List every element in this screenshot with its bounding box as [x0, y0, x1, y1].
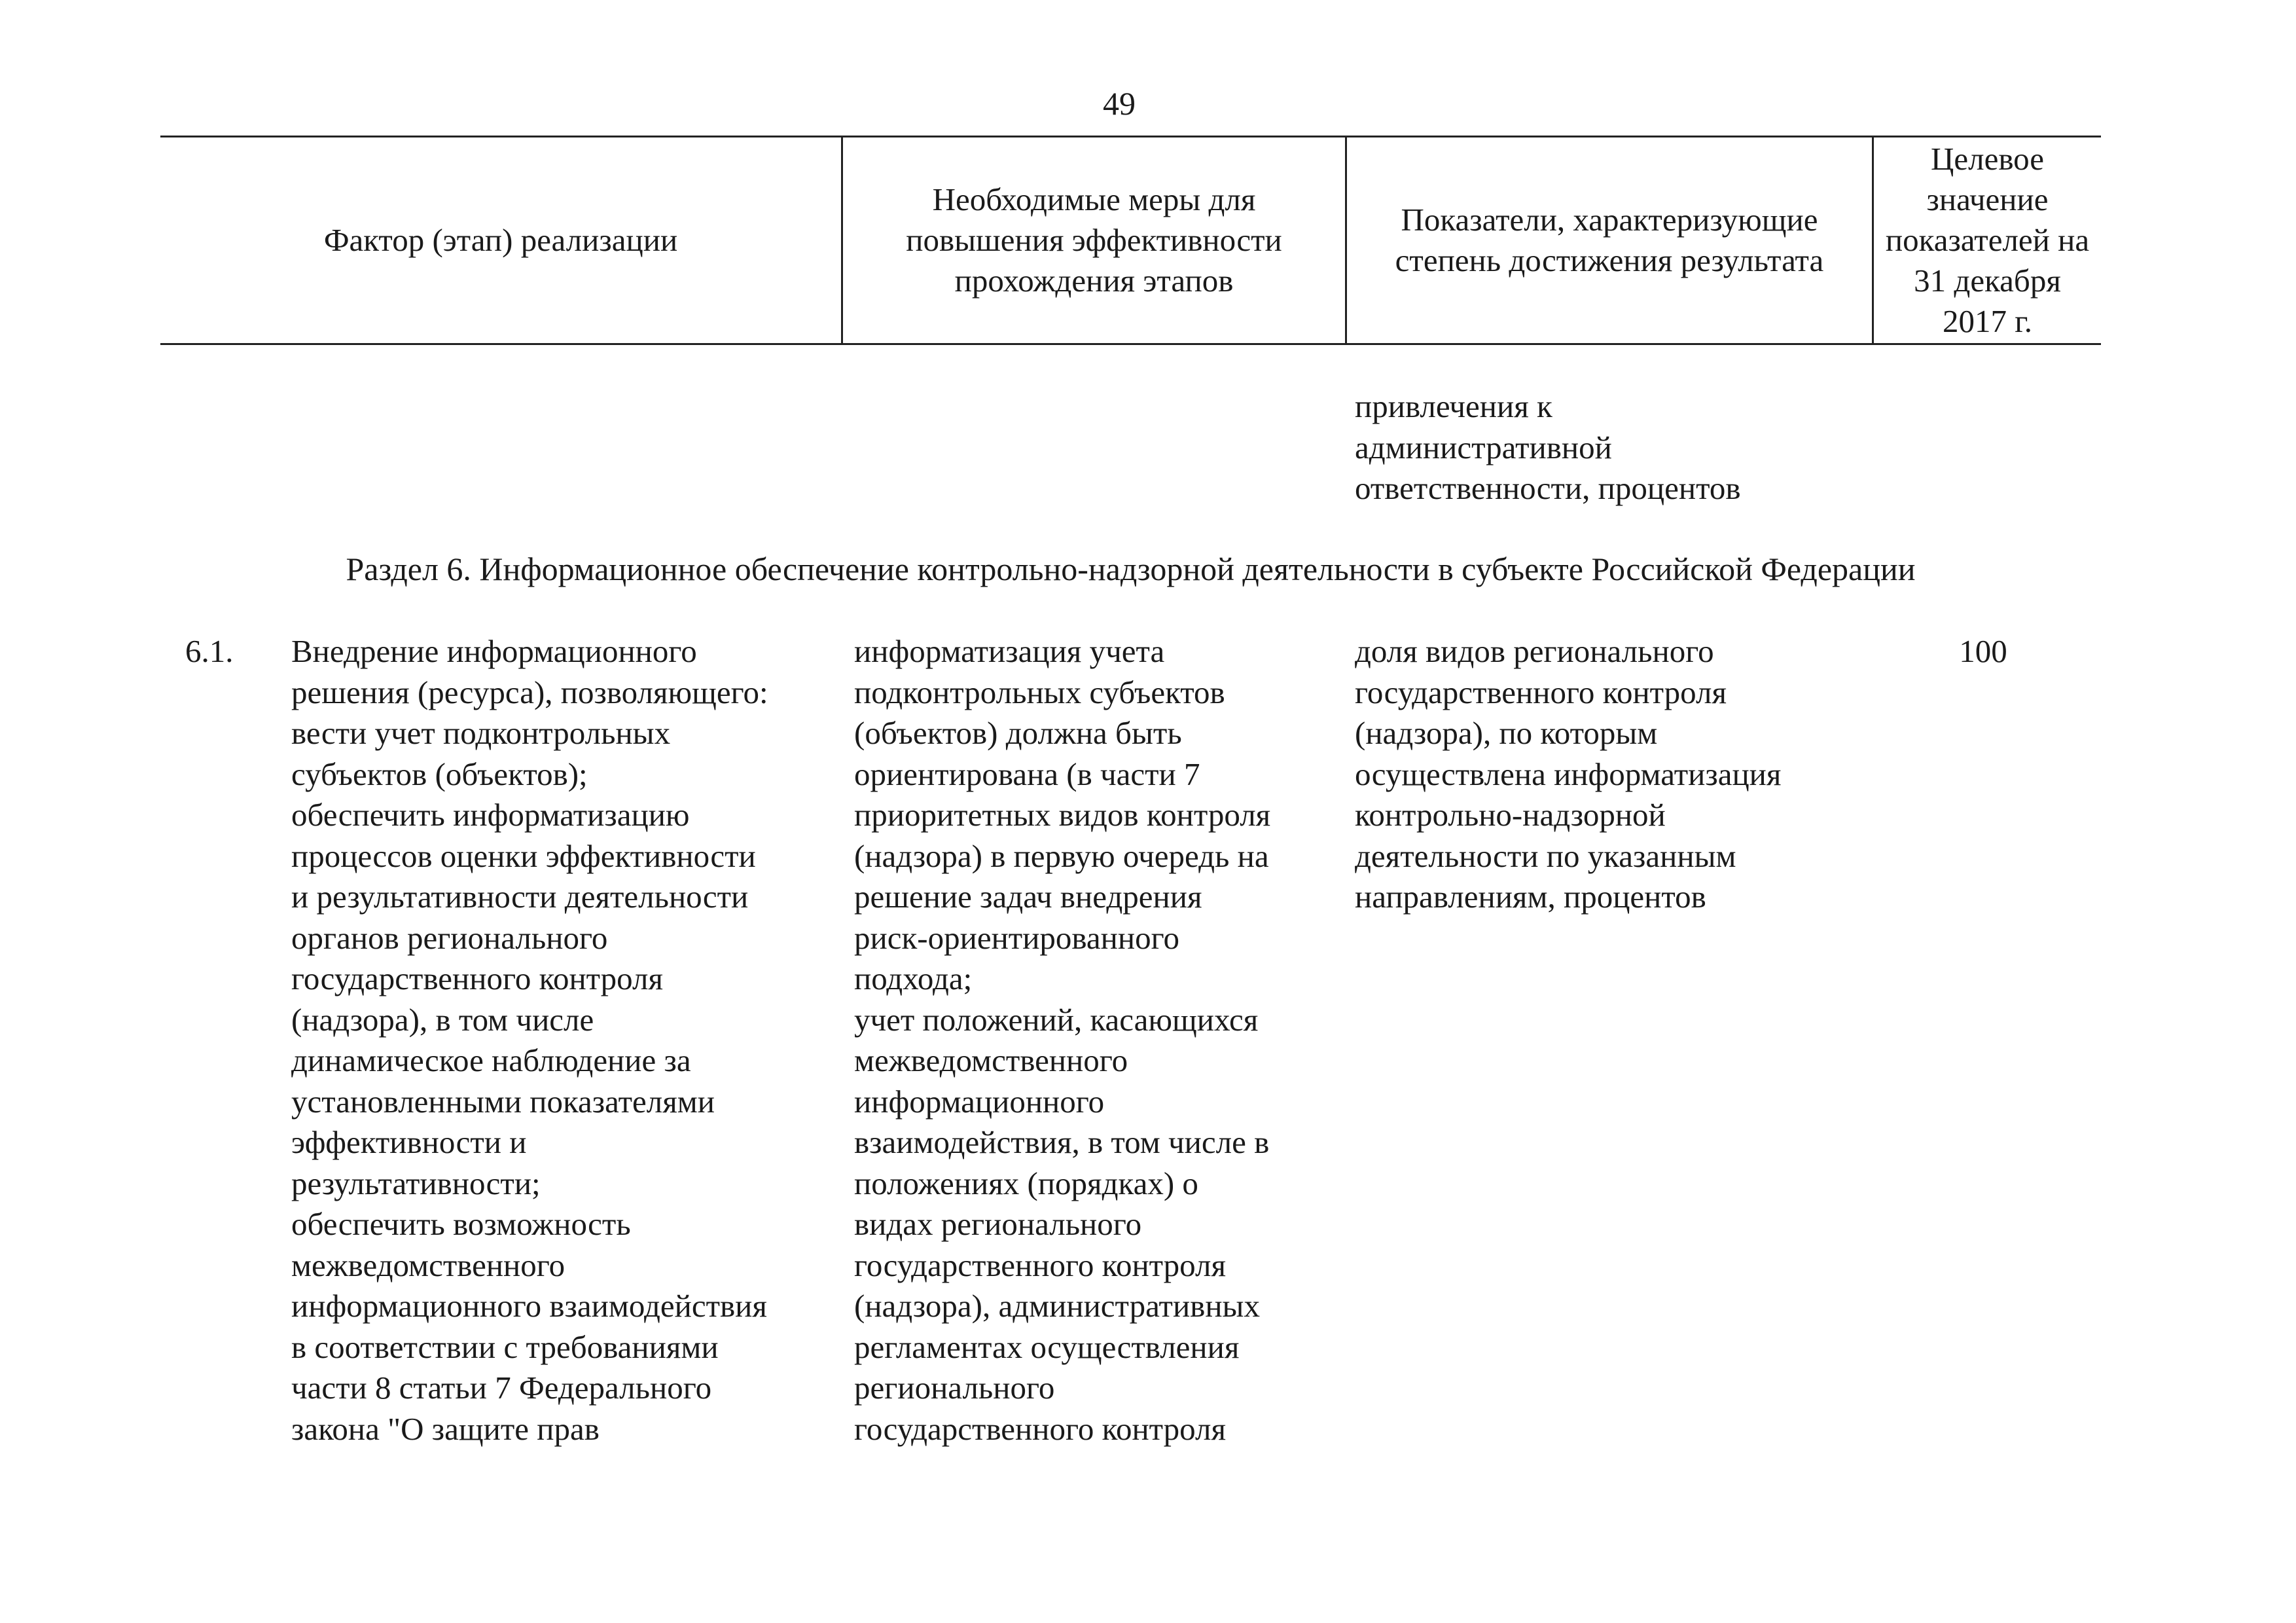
row-factor: Внедрение информационного решения (ресурса), позволяющего: вести учет подконтрольных субъектов (объектов); обеспечить информатизацию процессов оценки эффективности и результативности деятельности органов регионального государственного контроля (надзора), в том числе динамическое наблюдение за установленными показателями эффективности и результативности; обеспечить возможность межведомственного информационного взаимодействия в соответствии с требованиями части 8 статьи 7 Федерального закона "О защите прав — [291, 633, 768, 1447]
header-measures: Необходимые меры для повышения эффективности прохождения этапов — [841, 137, 1345, 343]
row-number: 6.1. — [185, 633, 234, 669]
header-indicators: Показатели, характеризующие степень достижения результата — [1345, 137, 1872, 343]
header-factor: Фактор (этап) реализации — [323, 222, 678, 258]
page-number: 49 — [1103, 85, 1136, 122]
section-title: Раздел 6. Информационное обеспечение контрольно-надзорной деятельности в субъекте Российской Федерации — [346, 551, 1916, 587]
row-indicator: доля видов регионального государственного контроля (надзора), по которым осуществлена информатизация контрольно-надзорной деятельности по указанным направлениям, процентов — [1355, 633, 1782, 915]
row-target-value: 100 — [1959, 633, 2007, 669]
carryover-indicator-text: привлечения к административной ответственности, процентов — [1355, 388, 1741, 506]
header-target-value: Целевое значение показателей на 31 декабря 2017 г. — [1872, 137, 2101, 343]
table-header — [160, 136, 2101, 345]
row-measures: информатизация учета подконтрольных субъектов (объектов) должна быть ориентирована (в части 7 приоритетных видов контроля (надзора) в первую очередь на решение задач внедрения риск-ориентированного подхода; учет положений, касающихся межведомственного информационного взаимодействия, в том числе в положениях (порядках) о видах регионального государственного контроля (надзора), административных регламентах осуществления регионального государственного контроля — [854, 633, 1271, 1447]
